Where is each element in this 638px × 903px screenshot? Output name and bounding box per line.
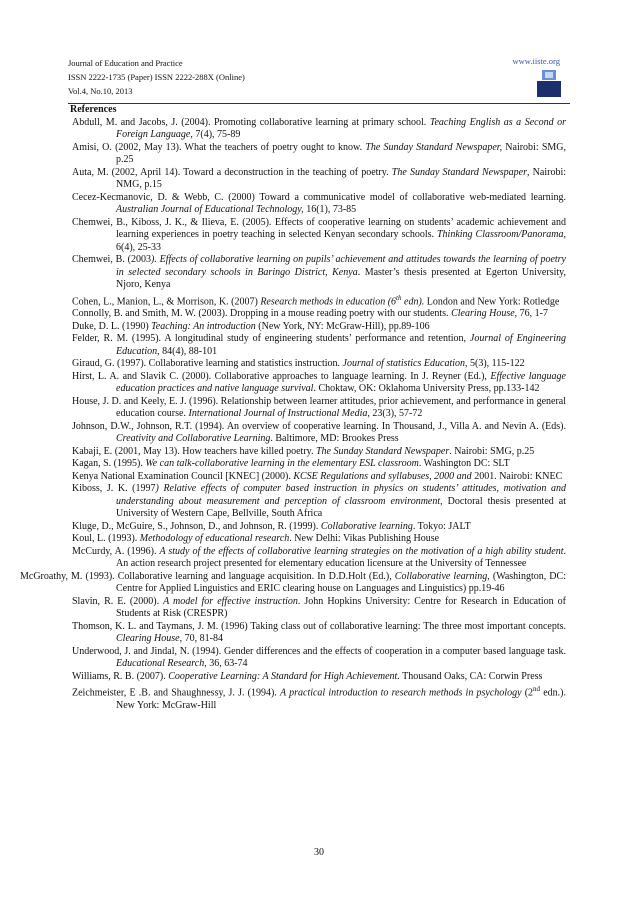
reference-text: Teaching English as a Second or Foreign Language xyxy=(116,116,567,140)
reference-text: Australian Journal of Educational Technology, xyxy=(116,204,304,215)
reference-item xyxy=(66,142,566,167)
reference-text: A study of the effects of collaborative learning strategies on the motivation of a high ability student xyxy=(159,545,564,557)
reference-text: th xyxy=(396,293,402,302)
reference-item xyxy=(66,521,566,534)
reference-text: Auta, M. (2002, April 14). Toward a deconstruction in the teaching of poetry. xyxy=(72,166,392,178)
reference-text: The Sunday Standard Newspaper xyxy=(316,445,450,457)
reference-text: Teaching: An introduction xyxy=(151,320,256,332)
reference-text: Kluge, D., McGuire, S., Johnson, D., and Johnson, R. (1999). xyxy=(72,520,321,532)
reference-text: A model for effective instruction xyxy=(163,595,298,607)
reference-item xyxy=(66,308,566,321)
reference-text: edn). xyxy=(401,295,425,307)
reference-text: Methodology of educational research xyxy=(139,533,290,545)
reference-text: London and New York: Rotledge xyxy=(424,295,560,307)
journal-header xyxy=(68,56,568,102)
reference-text: Research methods in education (6 xyxy=(260,295,397,307)
reference-text: Kabaji, E. (2001, May 13). How teachers have killed poetry. xyxy=(72,445,316,457)
reference-text: Effective language education practices and native language survival xyxy=(116,370,566,395)
reference-text: Kiboss, J. K. (1997 xyxy=(72,483,156,495)
issn-line: ISSN 2222-1735 (Paper) ISSN 2222-288X (Online) xyxy=(68,72,245,82)
reference-text: Journal of statistics Education xyxy=(342,358,465,370)
reference-text: Underwood, J. and Jindal, N. (1994). Gender differences and the effects of cooperation in a computer based language task. xyxy=(72,645,566,657)
reference-item xyxy=(66,621,566,646)
reference-text: Cohen, L., Manion, L., & Morrison, K. (2007) xyxy=(72,295,261,307)
reference-text: , 36, 63-74 xyxy=(204,658,248,670)
reference-text: Educational Research xyxy=(116,658,205,670)
reference-text: Slavin, R. E. (2000). xyxy=(72,595,164,607)
reference-item xyxy=(66,167,566,192)
reference-text: Connolly, B. and Smith, M. W. (2003). Dropping in a mouse reading poetry with our students. xyxy=(72,308,452,320)
reference-item xyxy=(66,471,566,484)
reference-text: Felder, R. M. (1995). A longitudinal study of engineering students’ performance and retention, xyxy=(72,333,470,345)
reference-text: , 7(4), 75-89 xyxy=(190,129,241,140)
reference-text: McGroathy, M. (1993). Collaborative learning and language acquisition. In D.D.Holt (Ed.), xyxy=(20,570,395,582)
reference-text: Chemwei, B. (2003 xyxy=(72,254,151,265)
reference-text: The Sunday Standard Newspaper, xyxy=(365,141,503,153)
reference-text: . Nairobi: SMG, p.25 xyxy=(449,445,535,457)
reference-text: Amisi, O. (2002, May 13). What the teachers of poetry ought to know. xyxy=(72,141,366,153)
reference-text: Clearing House xyxy=(116,633,180,645)
reference-item xyxy=(66,192,566,217)
reference-item xyxy=(66,646,566,671)
reference-item xyxy=(66,396,566,421)
reference-text: Giraud, G. (1997). Collaborative learning and statistics instruction. xyxy=(72,358,343,370)
reference-text: Hirst, L. A. and Slavik C. (2000). Collaborative approaches to language learning. In J. Reyner (Ed.), xyxy=(72,370,491,382)
reference-item xyxy=(66,358,566,371)
reference-text: (2 xyxy=(521,687,534,699)
page-number: 30 xyxy=(314,847,324,858)
reference-text: 2001. Nairobi: KNEC xyxy=(471,470,563,482)
reference-text: ) Relative effects of computer based instruction in physics on students’ attitudes, motivation and understanding about measurement and perception of classroom environment xyxy=(116,483,566,507)
reference-text: The Sunday Standard Newspaper xyxy=(391,166,528,178)
reference-text: International Journal of Instructional Media xyxy=(188,408,368,420)
reference-item xyxy=(66,533,566,546)
iiste-logo-icon xyxy=(536,70,562,98)
reference-item xyxy=(66,254,566,292)
reference-list xyxy=(20,116,567,713)
reference-text: Cecez-Kecmanovic, D. & Webb, C. (2000) Toward a communicative model of collaborative web-mediated learning. xyxy=(72,191,566,203)
reference-text: Williams, R. B. (2007). xyxy=(72,670,169,682)
reference-item xyxy=(66,117,566,142)
reference-text: We can talk-collaborative learning in the elementary ESL classroom xyxy=(145,458,419,470)
reference-text: . Choktaw, OK: Oklahoma University Press, pp.133-142 xyxy=(313,383,540,395)
reference-text: Zeichmeister, E .B. and Shaughnessy, J. J. (1994). xyxy=(72,687,280,699)
reference-item xyxy=(66,421,566,446)
reference-item xyxy=(66,217,566,255)
reference-text: . Tokyo: JALT xyxy=(412,520,471,532)
reference-text: Clearing House xyxy=(451,308,515,320)
reference-text: . New Delhi: Vikas Publishing House xyxy=(289,533,440,545)
reference-text: KCSE Regulations and syllabuses, 2000 and xyxy=(293,470,472,482)
reference-text: Kagan, S. (1995). xyxy=(72,458,146,470)
reference-text: ). Effects of collaborative learning on pupils’ achievement and attitudes towards the learning of poetry in selected secondary schools in Baringo District, Kenya xyxy=(116,254,566,278)
reference-text: Koul, L. (1993). xyxy=(72,533,140,545)
reference-text: Abdull, M. and Jacobs, J. (2004). Promoting collaborative learning at primary school. xyxy=(72,116,430,128)
reference-text: , 84(4), 88-101 xyxy=(157,345,218,357)
reference-text: , (Washington, DC: Centre for Applied Linguistics and ERIC clearing house on Languages and Linguistics) pp.19-46 xyxy=(116,570,566,595)
reference-text: Cooperative Learning: A Standard for High Achievement. xyxy=(168,670,400,682)
reference-text: nd xyxy=(533,685,541,694)
reference-text: , 23(3), 57-72 xyxy=(367,408,423,420)
reference-item xyxy=(66,683,566,712)
reference-text: , Nairobi: NMG, p.15 xyxy=(116,166,567,190)
reference-text: Johnson, D.W., Johnson, R.T. (1994). An overview of cooperative learning. In Thousand, J., Villa A. and Nevin A. (Eds). xyxy=(72,420,566,432)
reference-item xyxy=(66,596,566,621)
reference-item xyxy=(66,671,566,684)
reference-text: Thousand Oaks, CA: Corwin Press xyxy=(399,670,543,682)
reference-text: Journal of Engineering Education xyxy=(116,333,566,357)
reference-item xyxy=(66,446,566,459)
reference-text: . An action research project presented for elementary education licensure at the University of Tennessee xyxy=(116,545,567,570)
reference-text: Thomson, K. L. and Taymans, J. M. (1996) Taking class out of collaborative learning: The three most important concepts. xyxy=(72,620,566,632)
reference-item xyxy=(66,371,566,396)
reference-text: A practical introduction to research methods in psychology xyxy=(280,687,522,699)
reference-text: Collaborative learning xyxy=(394,570,488,582)
reference-item xyxy=(66,483,566,521)
reference-text: 6(4), 25-33 xyxy=(116,241,161,253)
reference-text: . Baltimore, MD: Brookes Press xyxy=(270,433,399,445)
reference-text: . John Hopkins University: Centre for Research in Education of Students at Risk (CRESPR) xyxy=(116,595,567,620)
reference-item xyxy=(66,458,566,471)
reference-text: Collaborative learning xyxy=(320,520,413,532)
reference-text: , 5(3), 115-122 xyxy=(465,358,525,370)
references-heading: References xyxy=(70,104,117,115)
reference-text: Nairobi: SMG, p.25 xyxy=(116,141,566,165)
journal-url-link[interactable]: www.iiste.org xyxy=(512,56,560,66)
references-section xyxy=(20,104,567,713)
reference-text: edn.). New York: McGraw-Hill xyxy=(116,687,566,712)
reference-text: Chemwei, B., Kiboss, J. K., & Ilieva, E. (2005). Effects of cooperative learning on students’ academic achievement and learning experiences in poetry teaching in selected Kenyan secondary schools. xyxy=(72,216,566,240)
journal-title: Journal of Education and Practice xyxy=(68,58,183,68)
reference-text: 16(1), 73-85 xyxy=(303,204,357,215)
reference-text: McCurdy, A. (1996). xyxy=(72,545,160,557)
reference-text: , 70, 81-84 xyxy=(179,633,223,645)
reference-text: Thinking Classroom/Panorama, xyxy=(437,229,567,240)
volume-line: Vol.4, No.10, 2013 xyxy=(68,86,133,96)
reference-item xyxy=(66,333,566,358)
reference-item xyxy=(20,570,566,596)
reference-item xyxy=(66,546,566,571)
reference-text: . Washington DC: SLT xyxy=(418,458,510,470)
reference-text: , 76, 1-7 xyxy=(514,308,549,320)
reference-item xyxy=(66,292,566,309)
reference-text: , Doctoral thesis presented at University of Western Cape, Bellville, South Africa xyxy=(116,495,566,520)
reference-text: House, J. D. and Keely, E. J. (1996). Relationship between learner attitudes, prior achievement, and performance in general education course. xyxy=(72,395,566,420)
reference-text: . Master’s thesis presented at Egerton University, Njoro, Kenya xyxy=(116,266,567,290)
reference-text: Kenya National Examination Council [KNEC] (2000). xyxy=(72,470,294,482)
reference-item xyxy=(66,321,566,334)
reference-text: Creativity and Collaborative Learning xyxy=(116,433,271,445)
reference-text: (New York, NY: McGraw-Hill), pp.89-106 xyxy=(255,320,430,332)
reference-text: Duke, D. L. (1990) xyxy=(72,320,152,332)
